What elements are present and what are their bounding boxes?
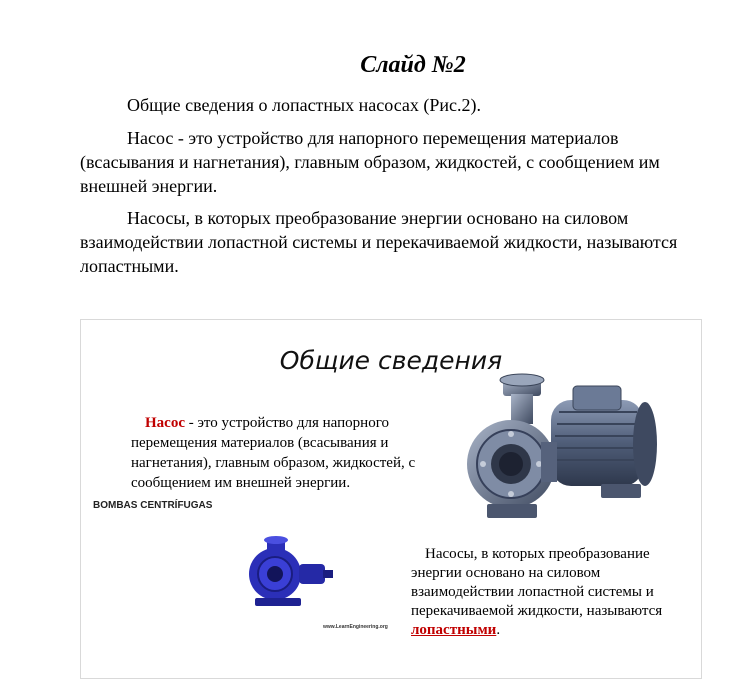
vane-pumps-term: лопастными bbox=[411, 622, 497, 638]
slide-heading: Общие сведения bbox=[279, 346, 503, 375]
source-website-label: www.LearnEngineering.org bbox=[323, 624, 388, 630]
slide-figure bbox=[80, 319, 702, 679]
vane-pump-text: Насосы, в которых преобразование энергии основано на силовом взаимодействии лопастной системы и перекачиваемой жидкости, называются лопастными. bbox=[411, 546, 663, 638]
pump-definition-text: Насос - это устройство для напорного перемещения материалов (всасывания и нагнетания), главным образом, жидкостей, с сообщением им внешней энергии. bbox=[131, 415, 416, 491]
definition-paragraph: Насос - это устройство для напорного перемещения материалов (всасывания и нагнетания), главным образом, жидкостей, с сообщением им внешней энергии. bbox=[80, 128, 660, 196]
vane-pumps-paragraph: Насосы, в которых преобразование энергии основано на силовом взаимодействии лопастной системы и перекачиваемой жидкости, называются лопастными. bbox=[80, 208, 678, 276]
slide-title: Слайд №2 bbox=[360, 52, 466, 78]
intro-paragraph: Общие сведения о лопастных насосах (Рис.2). bbox=[127, 95, 482, 115]
centrifugal-pumps-caption: BOMBAS CENTRÍFUGAS bbox=[93, 500, 213, 511]
centrifugal-pump-image bbox=[451, 372, 663, 540]
pump-term: Насос bbox=[145, 415, 185, 431]
blue-pump-image bbox=[241, 534, 341, 614]
